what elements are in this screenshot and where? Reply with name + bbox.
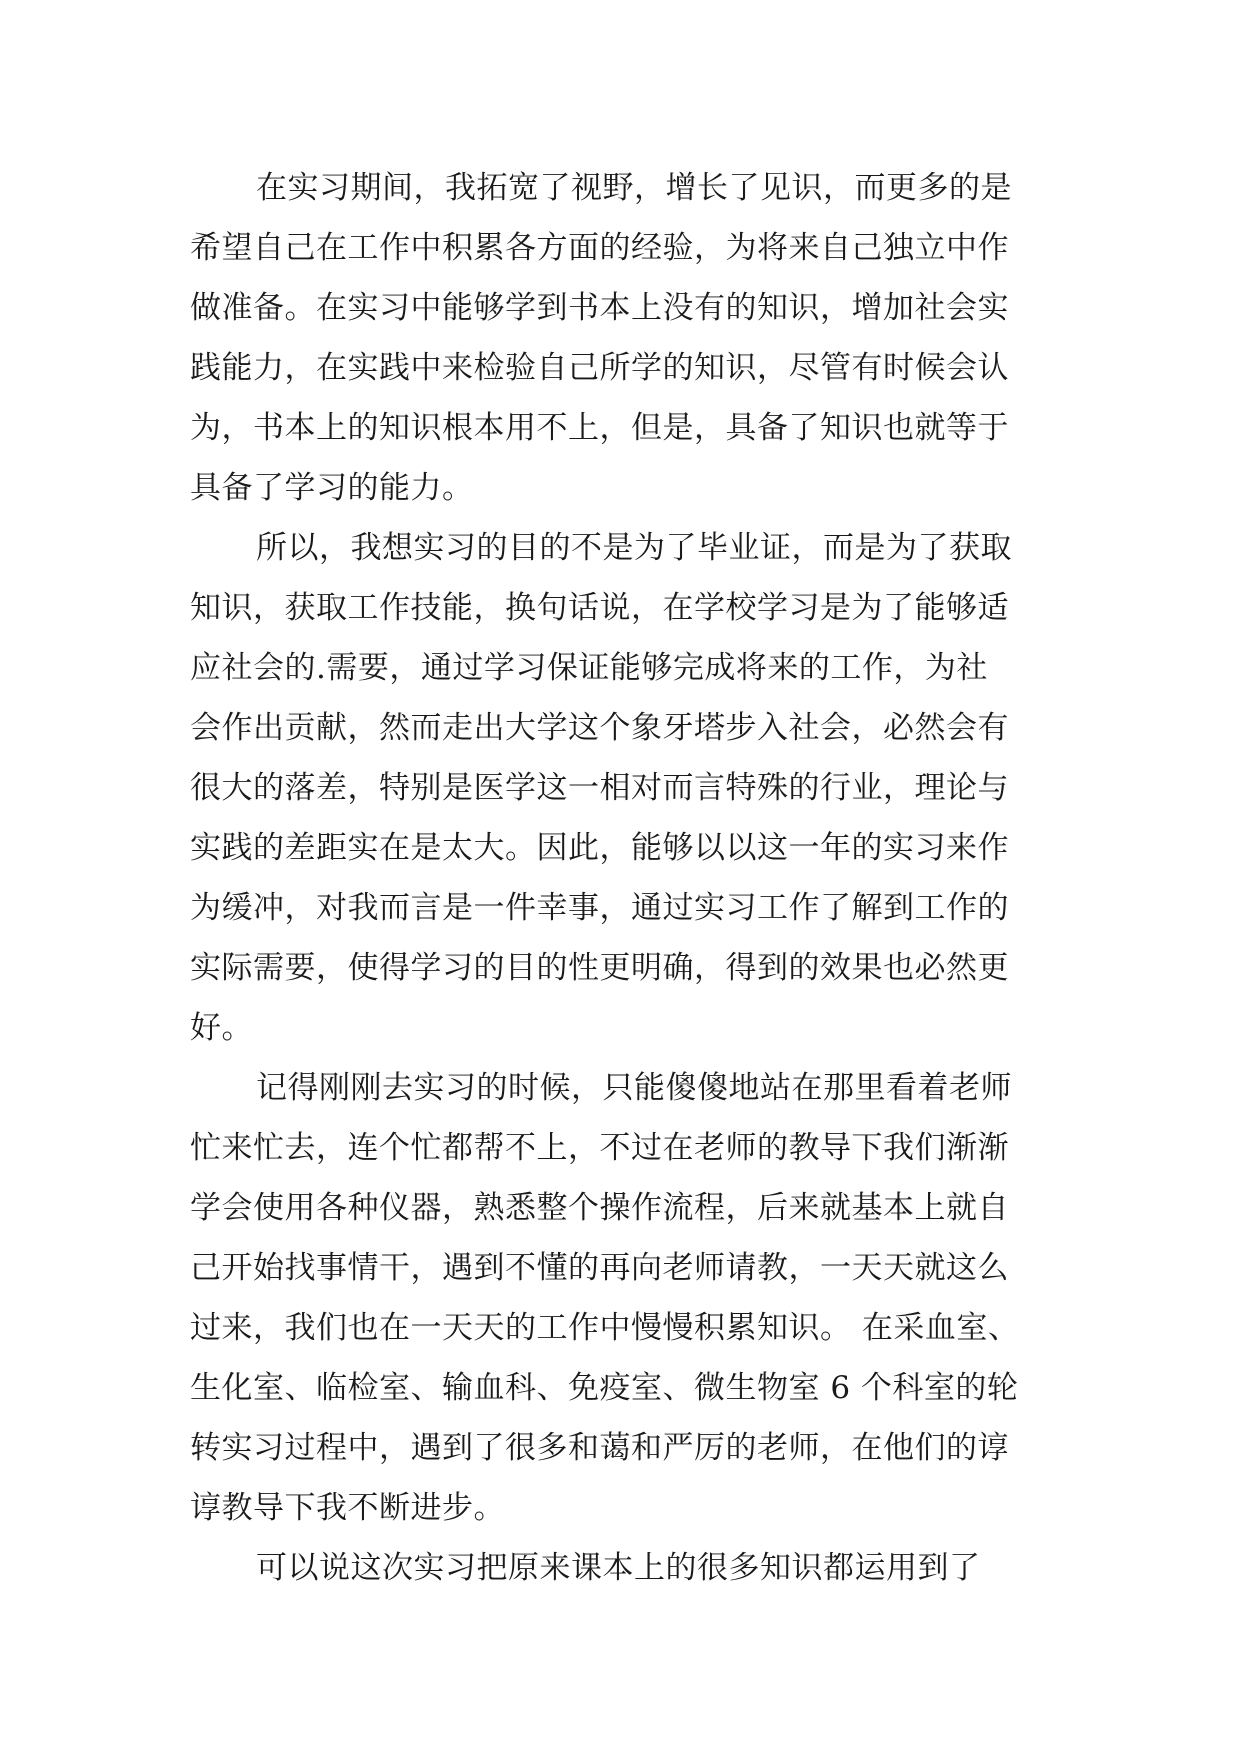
text-line: 知识，获取工作技能，换句话说，在学校学习是为了能够适 (190, 590, 1009, 626)
text-line: 很大的落差，特别是医学这一相对而言特殊的行业，理论与 (190, 770, 1009, 806)
paragraph-first-line: 所以，我想实习的目的不是为了毕业证，而是为了获取 (256, 530, 1012, 566)
paragraph-first-line: 记得刚刚去实习的时候，只能傻傻地站在那里看着老师 (256, 1070, 1012, 1106)
text-line: 忙来忙去，连个忙都帮不上，不过在老师的教导下我们渐渐 (190, 1130, 1009, 1166)
text-line: 谆教导下我不断进步。 (190, 1490, 505, 1526)
text-line: 学会使用各种仪器，熟悉整个操作流程，后来就基本上就自 (190, 1190, 1009, 1226)
text-line: 己开始找事情干，遇到不懂的再向老师请教，一天天就这么 (190, 1250, 1009, 1286)
text-line: 具备了学习的能力。 (190, 470, 474, 506)
text-line: 希望自己在工作中积累各方面的经验，为将来自己独立中作 (190, 230, 1009, 266)
text-line: 生化室、临检室、输血科、免疫室、微生物室 6 个科室的轮 (190, 1370, 1019, 1406)
text-line: 过来，我们也在一天天的工作中慢慢积累知识。 在采血室、 (190, 1310, 1020, 1346)
paragraph-first-line: 可以说这次实习把原来课本上的很多知识都运用到了 (256, 1550, 981, 1586)
text-line: 应社会的.需要，通过学习保证能够完成将来的工作，为社 (190, 650, 988, 686)
text-line: 实际需要，使得学习的目的性更明确，得到的效果也必然更 (190, 950, 1009, 986)
paragraph-first-line: 在实习期间，我拓宽了视野，增长了见识，而更多的是 (256, 170, 1012, 206)
body-text (190, 158, 1050, 1598)
text-line: 为，书本上的知识根本用不上，但是，具备了知识也就等于 (190, 410, 1009, 446)
text-line: 践能力，在实践中来检验自己所学的知识，尽管有时候会认 (190, 350, 1009, 386)
text-line: 实践的差距实在是太大。因此，能够以以这一年的实习来作 (190, 830, 1009, 866)
text-line: 转实习过程中，遇到了很多和蔼和严厉的老师，在他们的谆 (190, 1430, 1009, 1466)
text-line: 好。 (190, 1010, 253, 1046)
text-line: 为缓冲，对我而言是一件幸事，通过实习工作了解到工作的 (190, 890, 1009, 926)
text-line: 会作出贡献，然而走出大学这个象牙塔步入社会，必然会有 (190, 710, 1009, 746)
text-line: 做准备。在实习中能够学到书本上没有的知识，增加社会实 (190, 290, 1009, 326)
